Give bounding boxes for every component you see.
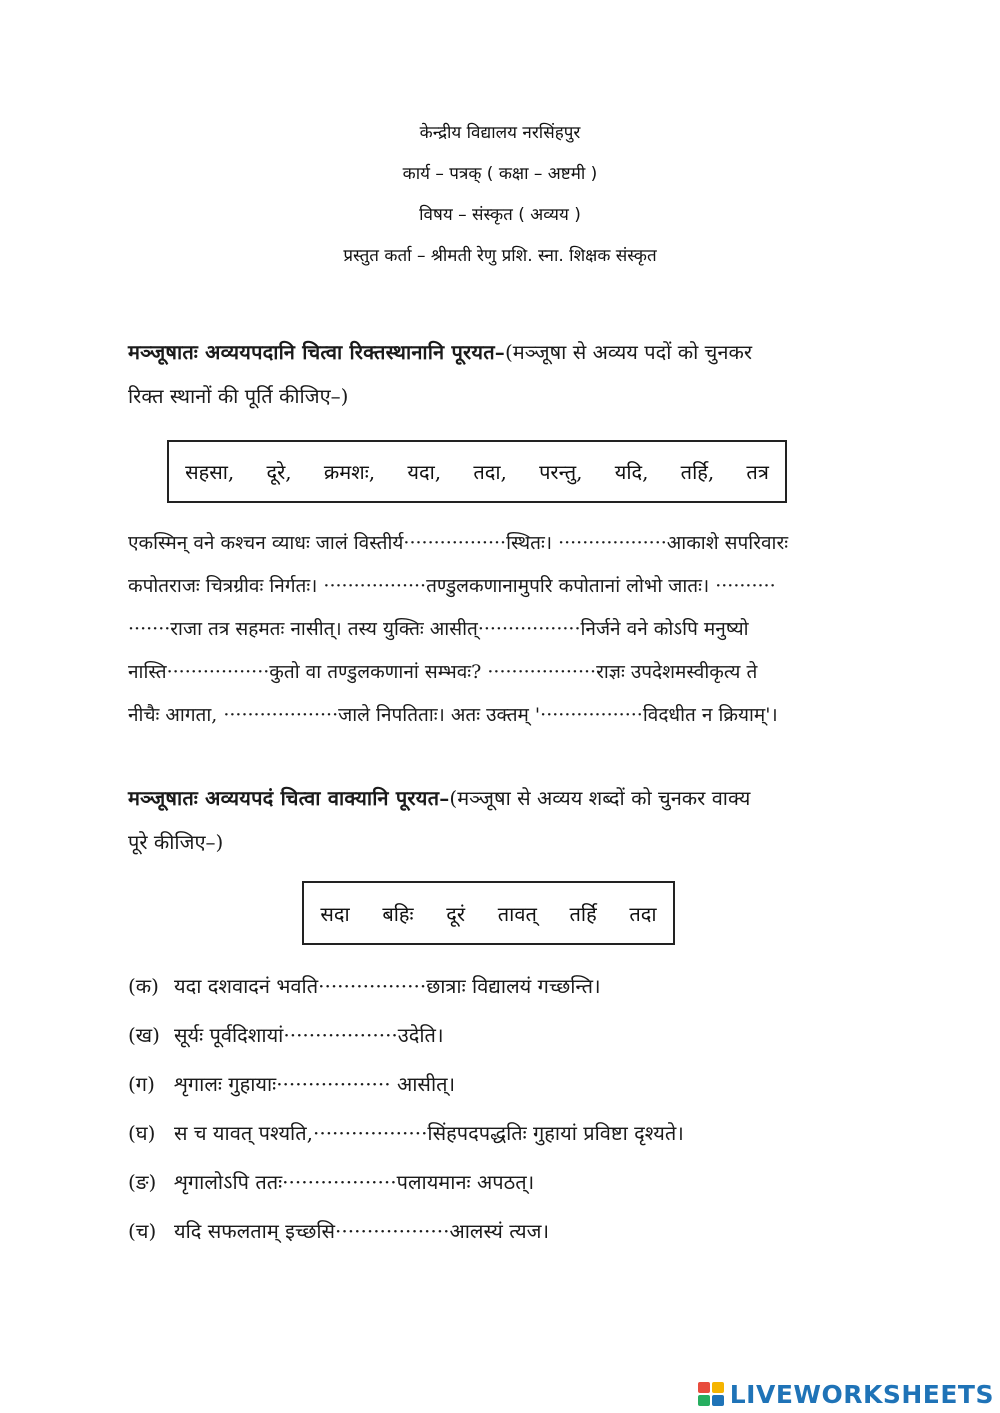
section1-instruction-line2: रिक्त स्थानों की पूर्ति कीजिए–)	[128, 384, 349, 408]
passage-line: ·······राजा तत्र सहमतः नासीत्। तस्य युक्तिः आसीत्·················निर्जने वने कोऽपि मनुष्यो	[128, 618, 749, 640]
liveworksheets-brand: LIVEWORKSHEETS	[729, 1379, 994, 1409]
school-name: केन्द्रीय विद्यालय नरसिंहपुर	[419, 123, 581, 143]
worksheet-header	[0, 118, 1000, 282]
question-label: (क)	[128, 974, 159, 998]
section2-instruction	[128, 776, 918, 864]
section1-box-word: क्रमशः,	[323, 460, 376, 484]
logo-tile	[698, 1382, 710, 1393]
section1-box-word: परन्तु,	[539, 460, 583, 484]
section1-box-word: तदा,	[473, 460, 507, 484]
section2-box-word: सदा	[320, 901, 350, 926]
passage-line: नास्ति·················कुतो वा तण्डुलकणानां सम्भवः? ··················राज्ञः उपदेशमस्वीकृत्य ते	[128, 661, 758, 683]
passage-line: नीचैः आगता, ···················जाले निपतिताः। अतः उक्तम् '·················विदधीत न क्रियाम्'।	[128, 704, 778, 726]
worksheet-class: कार्य – पत्रक् ( कक्षा – अष्टमी )	[402, 164, 598, 184]
question-row	[128, 962, 918, 1011]
question-label: (ग)	[128, 1072, 155, 1096]
question-text: स च यावत् पश्यति,··················सिंहपदपद्धतिः गुहायां प्रविष्टा दृश्यते।	[174, 1121, 684, 1145]
question-row	[128, 1158, 918, 1207]
question-text: शृगालोऽपि ततः··················पलायमानः अपठत्।	[174, 1170, 535, 1194]
section1-box-word: सहसा,	[185, 460, 235, 484]
section1-box-word: तर्हि,	[680, 460, 715, 484]
section2-instruction-bold: मञ्जूषातः अव्ययपदं चित्वा वाक्यानि पूरयत–	[128, 786, 450, 810]
liveworksheets-logo	[698, 1379, 994, 1409]
question-row	[128, 1109, 918, 1158]
section1-box-word: यदा,	[407, 460, 442, 484]
section2-box-word: तावत्	[497, 901, 537, 926]
worksheet-subject: विषय – संस्कृत ( अव्यय )	[419, 205, 581, 225]
section2-box-word: दूरं	[446, 901, 466, 926]
question-row	[128, 1060, 918, 1109]
passage-line: कपोतराजः चित्रग्रीवः निर्गतः। ·················तण्डुलकणानामुपरि कपोतानां लोभो जातः। ··········	[128, 575, 776, 597]
section1-box-word: तत्र	[746, 460, 769, 484]
question-label: (ख)	[128, 1023, 160, 1047]
section1-instruction	[128, 330, 918, 418]
section1-box-word: दूरे,	[266, 460, 292, 484]
section1-instruction-bold: मञ्जूषातः अव्ययपदानि चित्वा रिक्तस्थानानि पूरयत–	[128, 340, 505, 364]
logo-tile	[712, 1382, 724, 1393]
section1-word-box	[167, 440, 787, 503]
section1-box-word: यदि,	[614, 460, 649, 484]
logo-tile	[712, 1395, 724, 1406]
question-text: यदि सफलताम् इच्छसि··················आलस्यं त्यज।	[174, 1219, 550, 1243]
question-text: शृगालः गुहायाः·················· आसीत्।	[174, 1072, 456, 1096]
question-row	[128, 1207, 918, 1256]
section2-instruction-rest: (मञ्जूषा से अव्यय शब्दों को चुनकर वाक्य	[449, 786, 751, 810]
question-label: (च)	[128, 1219, 157, 1243]
section1-passage	[128, 522, 918, 737]
section2-box-word: तदा	[629, 901, 657, 926]
question-text: यदा दशवादनं भवति·················छात्राः विद्यालयं गच्छन्ति।	[174, 974, 601, 998]
question-label: (ङ)	[128, 1170, 157, 1194]
passage-line: एकस्मिन् वने कश्चन व्याधः जालं विस्तीर्य·················स्थितः। ··················आकाशे सपरिवारः	[128, 532, 789, 554]
liveworksheets-logo-icon	[698, 1382, 724, 1406]
question-label: (घ)	[128, 1121, 156, 1145]
question-row	[128, 1011, 918, 1060]
logo-tile	[698, 1395, 710, 1406]
section2-instruction-line2: पूरे कीजिए–)	[128, 830, 224, 854]
section2-questions	[128, 962, 918, 1256]
question-text: सूर्यः पूर्वदिशायां··················उदेति।	[174, 1023, 444, 1047]
section2-box-word: बहिः	[382, 901, 414, 926]
section2-word-box	[302, 881, 675, 945]
section1-instruction-rest: (मञ्जूषा से अव्यय पदों को चुनकर	[505, 340, 753, 364]
section2-box-word: तर्हि	[569, 901, 597, 926]
worksheet-author: प्रस्तुत कर्ता – श्रीमती रेणु प्रशि. स्ना. शिक्षक संस्कृत	[343, 246, 657, 266]
